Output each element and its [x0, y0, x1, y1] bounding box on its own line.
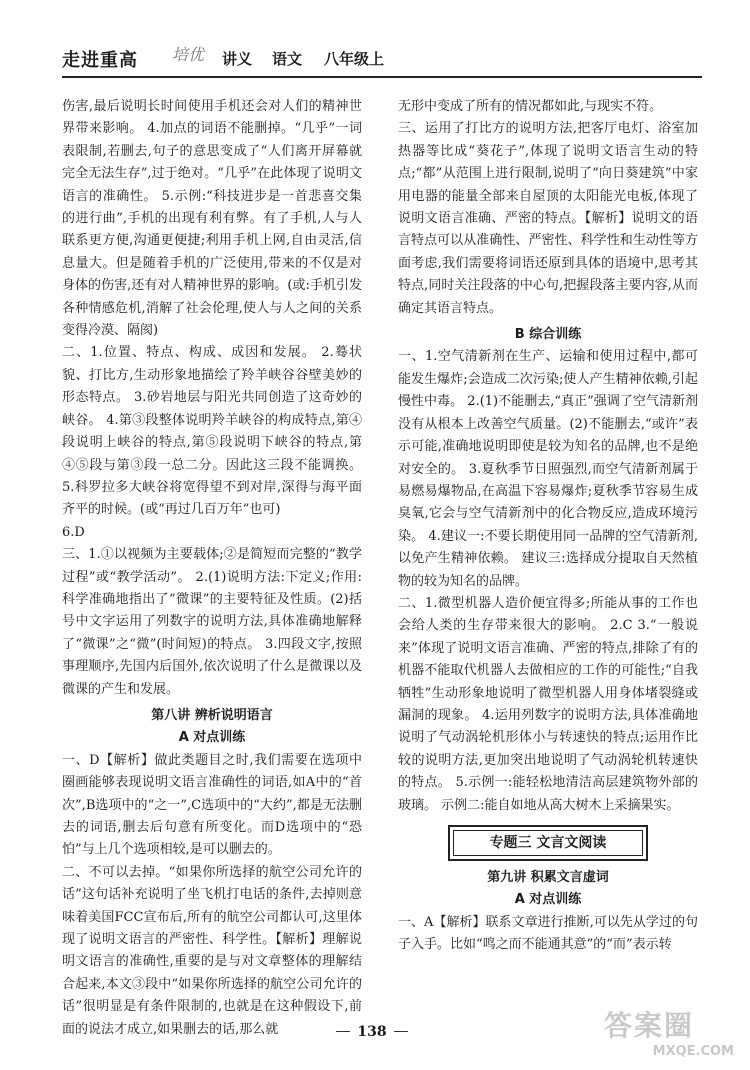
answer-paragraph: 三、运用了打比方的说明方法,把客厅电灯、浴室加热器等比成“葵花子”,体现了说明文语言生动的特点;“都”从范围上进行限制,说明了“向日葵建筑”中家用电器的能量全部来自屋顶的太阳能光电板,体现了说明文语言准确、严密的特点。【解析】说明文的语言特点可以从准确性、严密性、科学性和生动性等方面考虑,我们需要将词语还原到具体的语境中,思考其特点,同时关注段落的中心句,把握段落主要内容,从而确定其语言特点。 [398, 121, 698, 316]
watermark-logo [604, 1004, 734, 1060]
answer-paragraph: 一、A【解析】联系文章进行推断,可以先从学过的句子入手。比如“鸣之而不能通其意”的“而”表示转 [398, 914, 698, 953]
watermark-text: 答案圈 [604, 1009, 695, 1042]
topic-box [448, 825, 648, 861]
answer-paragraph: 二、1.微型机器人造价便宜得多;所能从事的工作也会给人类的生存带来很大的影响。 2.C 3.“一般说来”体现了说明文语言准确、严密的特点,排除了有的机器不能取代机器人去做相应的工作的可能性;“自我牺牲”生动形象地说明了微型机器人用身体堵裂缝或漏洞的现象。 4.运用列数字的说明方法,具体准确地说明了气动涡轮机形体小与转速快的特点;运用作比较的说明方法,更加突出地说明了气动涡轮机转速快的特点。 5.示例一:能轻松地清洁高层建筑物外部的玻璃。 示例二:能自如地从高大树木上采摘果实。 [398, 595, 698, 813]
header-rule [62, 76, 702, 78]
lesson9-subtitle: A 对点训练 [514, 892, 582, 908]
lesson9-title: 第九讲 积累文言虚词 [487, 870, 609, 885]
right-column [398, 96, 698, 957]
header-title-grade: 八年级上 [324, 50, 385, 68]
watermark-url: MXQE.COM [652, 1044, 734, 1059]
answer-paragraph: 6.D [62, 524, 85, 540]
answer-paragraph: 三、1.①以视频为主要载体;②是简短而完整的“教学过程”或“教学活动”。 2.(1)说明方法:下定义;作用:科学准确地指出了“微课”的主要特征及性质。(2)括号中文字运用了列数字的说明方法,具体准确地解释了“微课”之“微”(时间短)的特点。 3.四段文字,按照事理顺序,先国内后国外,依次说明了什么是微课以及微课的产生和发展。 [62, 547, 362, 697]
lesson8-subtitle: A 对点训练 [178, 730, 246, 746]
answer-paragraph: 伤害,最后说明长时间使用手机还会对人们的精神世界带来影响。 4.加点的词语不能删掉。“几乎”一词表限制,若删去,句子的意思变成了“人们离开屏幕就完全无法生存”,过于绝对。“几乎”在此体现了说明文语言的准确性。 5.示例:“科技进步是一首悲喜交集的进行曲”,手机的出现有利有弊。有了手机,人与人联系更方便,沟通更便捷;利用手机上网,自由灵活,信息量大。但是随着手机的广泛使用,带来的不仅是对身体的伤害,还有对人精神世界的影响。(或:手机引发各种情感危机,消解了社会伦理,使人与人之间的关系变得冷漠、隔阂) [62, 99, 362, 339]
section-b-title: B 综合训练 [514, 327, 582, 343]
left-column [62, 96, 362, 1041]
brand-script-logo: 培优 [172, 45, 205, 64]
page-number: 138 [342, 1021, 402, 1043]
answer-paragraph: 二、不可以去掉。“如果你所选择的航空公司允许的话”这句话补充说明了坐飞机打电话的条件,去掉则意味着美国FCC宣布后,所有的航空公司都认可,这里体现了说明文语言的严密性、科学性。【解析】理解说明文语言的准确性,重要的是与对文章整体的理解结合起来,本文③段中“如果你所选择的航空公司允许的话”很明显是有条件限制的,也就是在这种假设下,前面的说法才成立,如果删去的话,那么就 [62, 864, 362, 1037]
brand-title: 走进重高 [62, 50, 138, 71]
page-header [62, 38, 702, 78]
answer-paragraph: 二、1.位置、特点、构成、成因和发展。 2.蓦状貌、打比方,生动形象地描绘了羚羊峡谷谷壁美妙的形态特点。 3.砂岩地层与阳光共同创造了这奇妙的峡谷。 4.第③段整体说明羚羊峡谷的构成特点,第④段说明上峡谷的特点,第⑤段说明下峡谷的特点,第④⑤段与第③段一总二分。因此这三段不能调换。 5.科罗拉多大峡谷将宽得望不到对岸,深得与海平面齐平的时候。(或“再过几百万年”也可) [62, 345, 362, 518]
topic3-title: 专题三 文言文阅读 [453, 830, 643, 856]
answer-paragraph: 一、D【解析】做此类题目之时,我们需要在选项中圈画能够表现说明文语言准确性的词语,如A中的“首次”,B选项中的“之一”,C选项中的“大约”,都是无法删去的词语,删去后句意有所变化。而D选项中的“恐怕”与上几个选项相较,是可以删去的。 [62, 752, 362, 858]
lesson8-title: 第八讲 辨析说明语言 [151, 707, 273, 723]
header-title-subject: 语文 [272, 50, 303, 68]
header-title-lecture: 讲义 [222, 50, 253, 68]
answer-paragraph: 无形中变成了所有的情况都如此,与现实不符。 [398, 99, 663, 114]
answer-paragraph: 一、1.空气清新剂在生产、运输和使用过程中,都可能发生爆炸;会造成二次污染;使人产生精神依赖,引起慢性中毒。 2.(1)不能删去,“真正”强调了空气清新剂没有从根本上改善空气质量。(2)不能删去,“或许”表示可能,准确地说明即使是较为知名的品牌,也不是绝对安全的。 3.夏秋季节日照强烈,而空气清新剂属于易燃易爆物品,在高温下容易爆炸;夏秋季节容易生成臭氧,它会与空气清新剂中的化合物反应,造成环境污染。 4.建议一:不要长期使用同一品牌的空气清新剂,以免产生精神依赖。 建议三:选择成分提取自天然植物的较为知名的品牌。 [398, 349, 698, 589]
